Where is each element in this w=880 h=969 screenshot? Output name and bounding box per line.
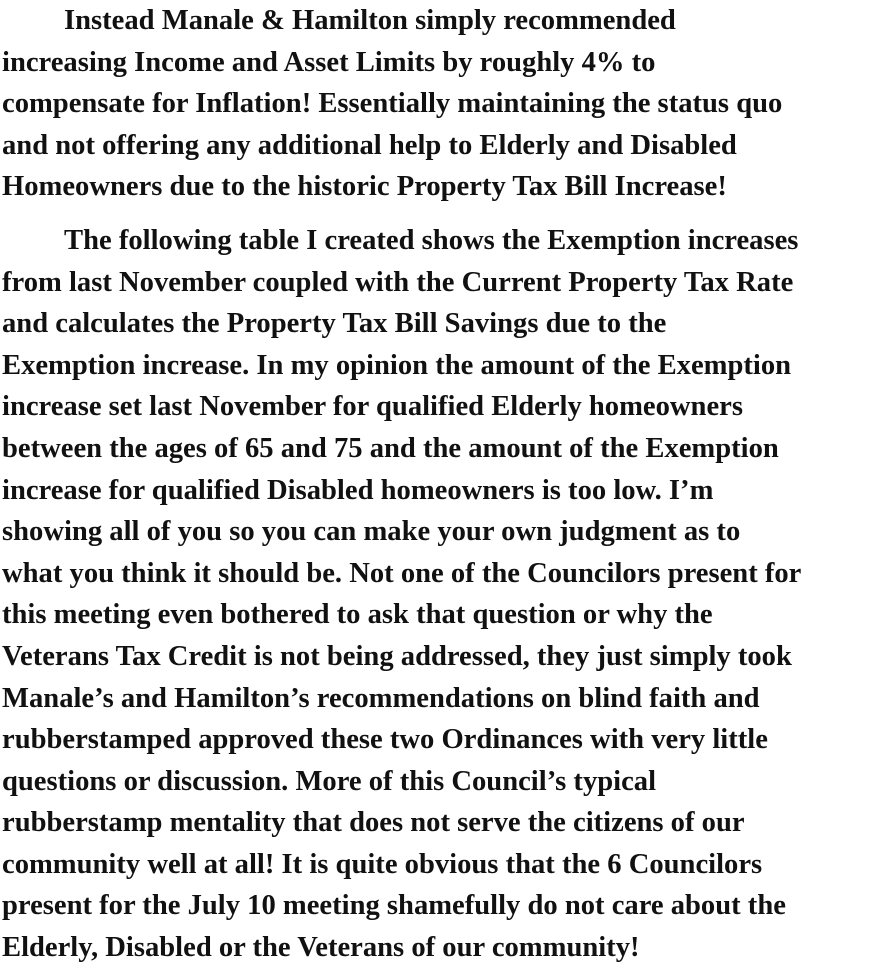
text-line: between the ages of 65 and 75 and the amount of the Exemption: [2, 432, 779, 464]
text-line: and calculates the Property Tax Bill Savings due to the: [2, 308, 667, 340]
text-line: compensate for Inflation! Essentially maintaining the status quo: [2, 88, 783, 120]
text-line: Exemption increase. In my opinion the amount of the Exemption: [2, 349, 792, 381]
text-line: Veterans Tax Credit is not being addressed, they just simply took: [2, 640, 792, 672]
paragraph-1: [2, 0, 878, 208]
text-line: increase set last November for qualified Elderly homeowners: [2, 391, 743, 423]
text-line: Manale’s and Hamilton’s recommendations on blind faith and: [2, 682, 760, 714]
text-line: Instead Manale & Hamilton simply recommended: [64, 5, 676, 36]
text-line: community well at all! It is quite obvious that the 6 Councilors: [2, 848, 763, 880]
text-line: showing all of you so you can make your own judgment as to: [2, 516, 741, 548]
text-line: what you think it should be. Not one of the Councilors present for: [2, 557, 802, 589]
text-line: present for the July 10 meeting shamefully do not care about the: [2, 890, 786, 922]
text-line: this meeting even bothered to ask that question or why the: [2, 599, 713, 631]
text-line: Elderly, Disabled or the Veterans of our community!: [2, 932, 640, 964]
text-line: Homeowners due to the historic Property Tax Bill Increase!: [2, 171, 727, 203]
paragraph-2: [2, 220, 878, 969]
text-line: increase for qualified Disabled homeowners is too low. I’m: [2, 474, 714, 506]
text-line: from last November coupled with the Current Property Tax Rate: [2, 266, 794, 298]
paragraph-spacer: [2, 208, 878, 220]
text-line: The following table I created shows the Exemption increases: [64, 224, 799, 256]
text-line: and not offering any additional help to Elderly and Disabled: [2, 129, 737, 161]
text-line: rubberstamp mentality that does not serve the citizens of our: [2, 807, 745, 839]
document-body: [2, 0, 878, 969]
text-line: rubberstamped approved these two Ordinances with very little: [2, 724, 768, 756]
text-line: increasing Income and Asset Limits by roughly 4% to: [2, 46, 656, 78]
text-line: questions or discussion. More of this Council’s typical: [2, 765, 657, 797]
